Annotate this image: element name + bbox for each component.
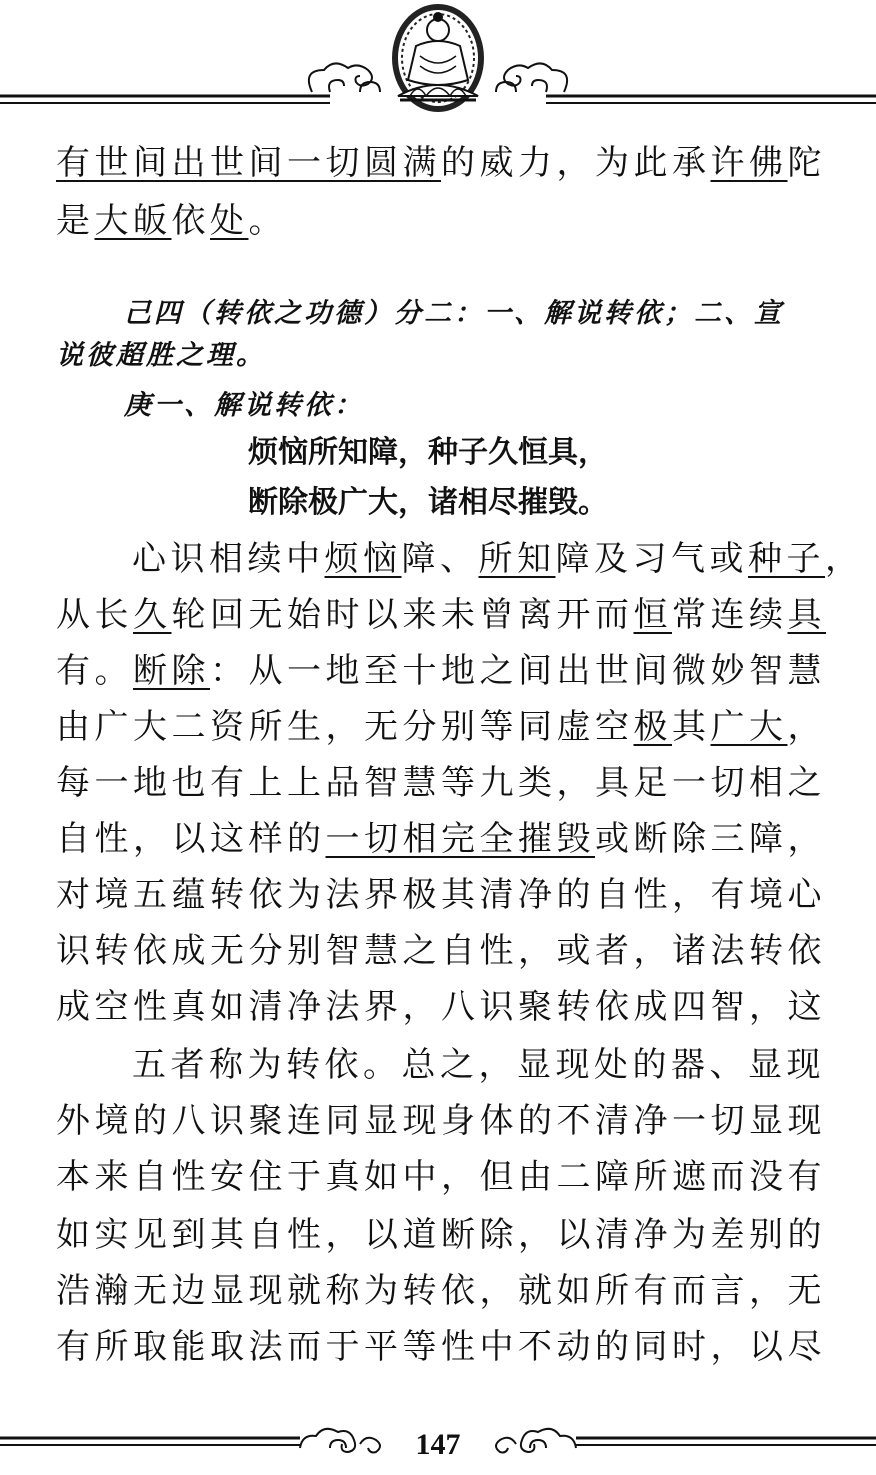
- verse-line: 烦恼所知障，种子久恒具，: [248, 435, 608, 470]
- text-line: 外境的八识聚连同显现身体的不清净一切显现: [56, 1101, 826, 1141]
- section-heading-cont: 说彼超胜之理。: [56, 340, 266, 371]
- text-line: 五者称为转依。总之，显现处的器、显现: [132, 1045, 825, 1085]
- page-number: 147: [415, 1428, 461, 1461]
- text-line: 本来自性安住于真如中，但由二障所遮而没有: [56, 1157, 826, 1197]
- text-line: 自性，以这样的一切相完全摧毁或断除三障，: [56, 819, 826, 859]
- subsection-heading: 庚一、解说转依：: [124, 390, 364, 421]
- text-line: 成空性真如清净法界，八识聚转依成四智，这: [56, 987, 826, 1027]
- text-line: 浩瀚无边显现就称为转依，就如所有而言，无: [56, 1271, 826, 1311]
- text-line: 有世间出世间一切圆满的威力，为此承许佛陀: [56, 143, 826, 183]
- text-line: 是大皈依处。: [56, 201, 287, 241]
- text-line: 由广大二资所生，无分别等同虚空极其广大，: [56, 707, 826, 747]
- section-heading: 己四（转依之功德）分二：一、解说转依；二、宣: [124, 298, 784, 329]
- text-line: 识转依成无分别智慧之自性，或者，诸法转依: [56, 931, 826, 971]
- text-line: 心识相续中烦恼障、所知障及习气或种子，: [132, 539, 864, 579]
- text-line: 有。断除：从一地至十地之间出世间微妙智慧: [56, 651, 826, 691]
- text-line: 从长久轮回无始时以来未曾离开而恒常连续具: [56, 595, 826, 635]
- text-line: 对境五蕴转依为法界极其清净的自性，有境心: [56, 875, 826, 915]
- text-line: 如实见到其自性，以道断除，以清净为差别的: [56, 1215, 826, 1255]
- text-line: 有所取能取法而于平等性中不动的同时，以尽: [56, 1327, 826, 1367]
- text-line: 每一地也有上上品智慧等九类，具足一切相之: [56, 763, 826, 803]
- header-ornament: [0, 0, 876, 115]
- buddha-emblem-icon: [0, 0, 876, 115]
- verse-line: 断除极广大，诸相尽摧毁。: [248, 485, 608, 520]
